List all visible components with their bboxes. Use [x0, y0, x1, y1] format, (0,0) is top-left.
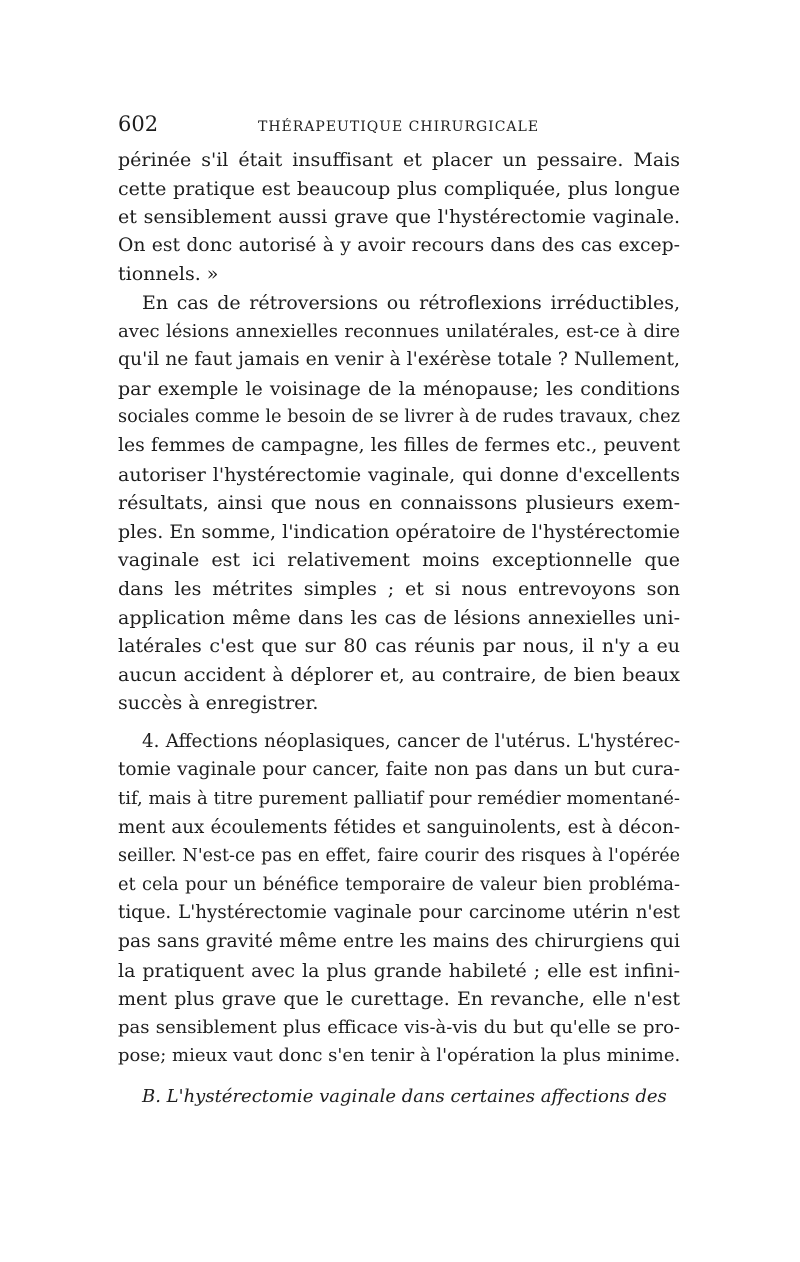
text-line: et cela pour un bénéfice temporaire de valeur bien probléma- [118, 874, 680, 895]
text-line: les femmes de campagne, les filles de fermes etc., peuvent [118, 434, 680, 456]
text-line: seiller. N'est-ce pas en effet, faire courir des risques à l'opérée [118, 846, 680, 867]
book-page [118, 112, 680, 1112]
paragraph-1 [118, 146, 680, 289]
text-line: aucun accident à déplorer et, au contraire, de bien beaux [118, 663, 680, 686]
text-line: cette pratique est beaucoup plus compliquée, plus longue [118, 177, 680, 200]
text-line: périnée s'il était insuffisant et placer un pessaire. Mais [118, 149, 680, 171]
text-line: tomie vaginale pour cancer, faite non pas dans un but cura- [118, 759, 680, 781]
text-line: pose; mieux vaut donc s'en tenir à l'opération la plus minime. [118, 1045, 681, 1067]
text-line: vaginale est ici relativement moins exceptionnelle que [118, 549, 680, 572]
text-line: latérales c'est que sur 80 cas réunis par nous, il n'y a eu [118, 635, 680, 658]
section-spacer [118, 1071, 680, 1083]
running-title: THÉRAPEUTIQUE CHIRURGICALE [258, 119, 540, 135]
text-line: sociales comme le besoin de se livrer à de rudes travaux, chez [118, 407, 680, 428]
text-line: ment plus grave que le curettage. En revanche, elle n'est [118, 988, 680, 1011]
section-heading: B. L'hystérectomie vaginale dans certaines affections des [142, 1086, 667, 1107]
text-line: tique. L'hystérectomie vaginale pour carcinome utérin n'est [118, 902, 680, 924]
text-line: avec lésions annexielles reconnues unilatérales, est-ce à dire [118, 320, 680, 342]
text-line: pas sensiblement plus efficace vis-à-vis du but qu'elle se pro- [118, 1016, 680, 1038]
text-line: succès à enregistrer. [118, 692, 319, 715]
paragraph-2 [118, 289, 680, 718]
text-line: tif, mais à titre purement palliatif pour remédier momentané- [118, 788, 680, 810]
text-line: la pratiquent avec la plus grande habileté ; elle est infini- [118, 959, 680, 982]
paragraph-spacer [118, 718, 680, 728]
text-line: pas sans gravité même entre les mains des chirurgiens qui [118, 931, 680, 953]
text-line: ment aux écoulements fétides et sanguinolents, est à décon- [118, 816, 680, 838]
text-line: par exemple le voisinage de la ménopause; les conditions [118, 377, 680, 400]
text-line: qu'il ne faut jamais en venir à l'exérèse totale ? Nullement, [118, 349, 680, 371]
text-line: application même dans les cas de lésions annexielles uni- [118, 606, 680, 629]
page-number: 602 [118, 112, 159, 136]
text-line: En cas de rétroversions ou rétroflexions irréductibles, [142, 291, 680, 314]
text-line: On est donc autorisé à y avoir recours dans des cas excep- [118, 234, 680, 256]
paragraph-3 [118, 728, 680, 1071]
text-line: autoriser l'hystérectomie vaginale, qui donne d'excellents [118, 463, 680, 486]
text-line: résultats, ainsi que nous en connaissons plusieurs exem- [118, 492, 680, 515]
text-line: et sensiblement aussi grave que l'hystérectomie vaginale. [118, 206, 680, 229]
text-line: 4. Affections néoplasiques, cancer de l'utérus. L'hystérec- [142, 730, 680, 752]
running-header [118, 112, 680, 146]
text-line: tionnels. » [118, 263, 219, 286]
text-line: dans les métrites simples ; et si nous entrevoyons son [118, 577, 680, 600]
text-line: ples. En somme, l'indication opératoire de l'hystérectomie [118, 520, 680, 543]
